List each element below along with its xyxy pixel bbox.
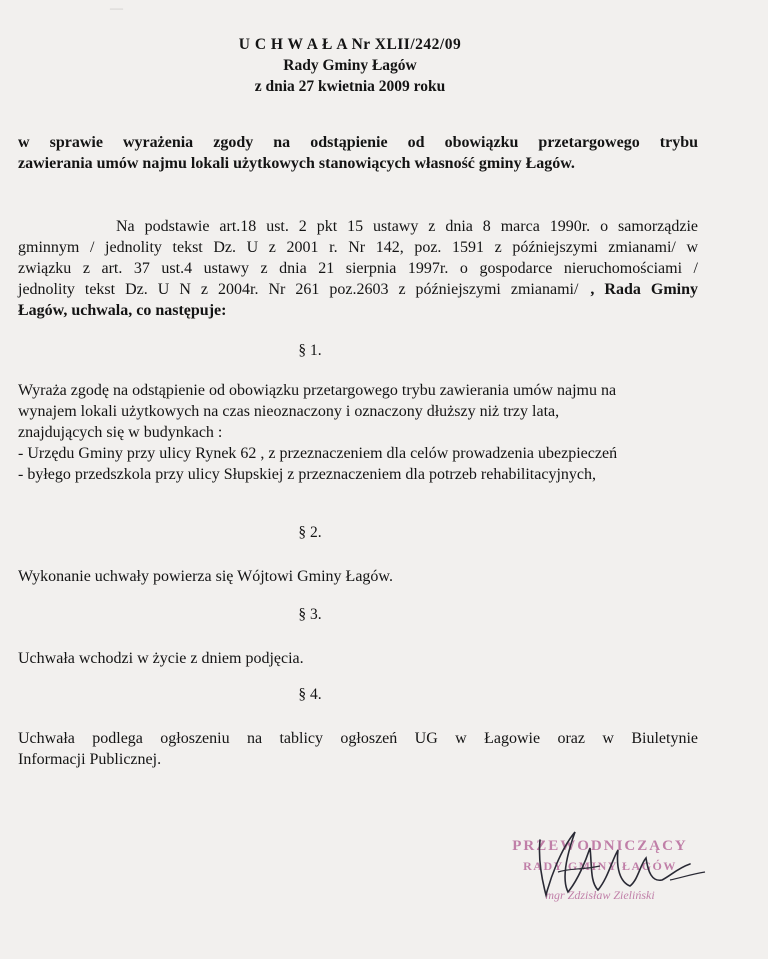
council-name: Rady Gminy Łagów	[283, 57, 417, 74]
legal-basis-line: gminnym / jednolity tekst Dz. U z 2001 r. Nr 142, poz. 1591 z późniejszymi zmianami/ w	[18, 239, 698, 256]
section-line: wynajem lokali użytkowych na czas nieoznaczony i oznaczony dłuższy niż trzy lata,	[18, 403, 560, 420]
section-line: Wyraża zgodę na odstąpienie od obowiązku przetargowego trybu zawierania umów najmu na	[18, 382, 617, 399]
section-3-mark: § 3.	[298, 606, 322, 623]
section-line: Uchwała podlega ogłoszeniu na tablicy ogłoszeń UG w Łagowie oraz w Biuletynie	[18, 730, 698, 747]
subject-line: w sprawie wyrażenia zgody na odstąpienie od obowiązku przetargowego trybu	[18, 134, 698, 151]
resolution-title: U C H W A Ł A Nr XLII/242/09	[238, 36, 462, 53]
section-1-text	[18, 380, 708, 485]
section-4-mark: § 4.	[298, 686, 322, 703]
subject-line: zawierania umów najmu lokali użytkowych stanowiących własność gminy Łagów.	[18, 155, 575, 172]
section-line: Informacji Publicznej.	[18, 751, 162, 768]
resolution-subject	[18, 132, 698, 174]
section-4-text	[18, 728, 698, 770]
legal-basis-line: jednolity tekst Dz. U N z 2004r. Nr 261 poz.2603 z późniejszymi zmianami/ , Rada Gminy	[18, 281, 699, 298]
legal-basis-line: Na podstawie art.18 ust. 2 pkt 15 ustawy z dnia 8 marca 1990r. o samorządzie	[116, 218, 698, 235]
bleed-through-text: —	[110, 0, 124, 15]
resolution-date: z dnia 27 kwietnia 2009 roku	[254, 78, 446, 95]
council-resolves-text: , Rada Gminy	[590, 281, 699, 298]
section-1-mark: § 1.	[298, 342, 322, 359]
legal-basis-line: Łagów, uchwala, co następuje:	[18, 302, 227, 319]
section-2-mark: § 2.	[298, 524, 322, 541]
section-3-text	[18, 648, 708, 669]
handwritten-signature	[520, 820, 720, 910]
resolution-header	[0, 34, 700, 97]
stamp-title: PRZEWODNICZĄCY	[512, 838, 688, 854]
legal-basis-paragraph	[18, 216, 698, 321]
section-line: Wykonanie uchwały powierza się Wójtowi Gminy Łagów.	[18, 568, 393, 585]
legal-basis-line: związku z art. 37 ust.4 ustawy z dnia 21 sierpnia 1997r. o gospodarce nieruchomościami /	[18, 260, 698, 277]
stamp-signatory: mgr Zdzisław Zieliński	[545, 888, 655, 902]
stamp-council: RADY GMINY ŁAGÓW	[523, 859, 677, 873]
list-item: - byłego przedszkola przy ulicy Słupskiej z przeznaczeniem dla potrzeb rehabilitacyjnych,	[18, 466, 596, 483]
section-2-text	[18, 566, 708, 587]
list-item: - Urzędu Gminy przy ulicy Rynek 62 , z przeznaczeniem dla celów prowadzenia ubezpieczeń	[18, 445, 618, 462]
section-line: Uchwała wchodzi w życie z dniem podjęcia.	[18, 650, 304, 667]
section-line: znajdujących się w budynkach :	[18, 424, 223, 441]
